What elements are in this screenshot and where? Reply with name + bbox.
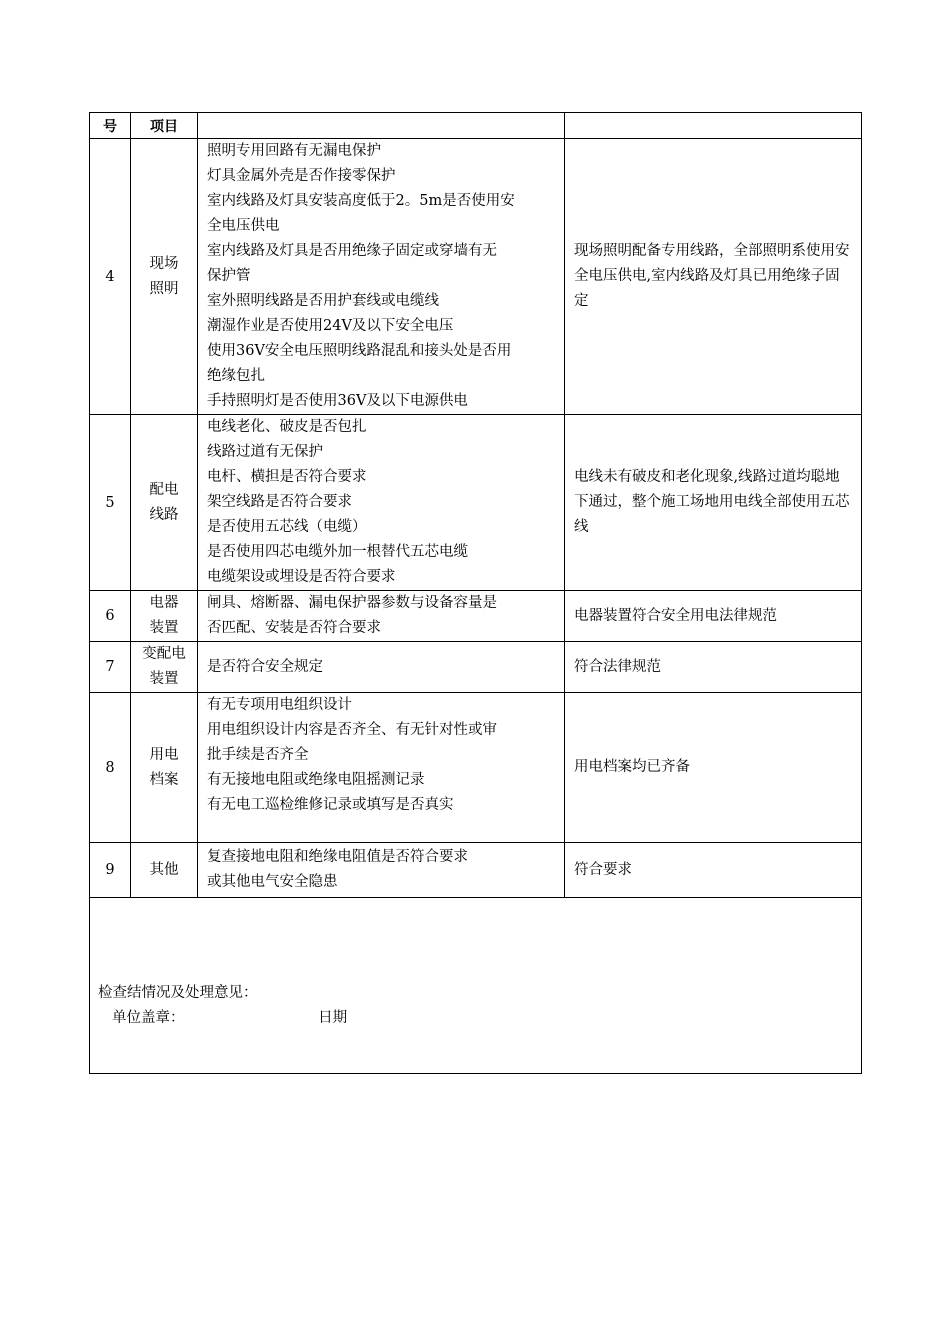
header-num: 号 bbox=[90, 113, 131, 139]
row-result: 现场照明配备专用线路，全部照明系使用安全电压供电,室内线路及灯具已用绝缘子固定 bbox=[565, 139, 862, 415]
row-result: 电器装置符合安全用电法律规范 bbox=[565, 591, 862, 642]
row-item-line: 现场 bbox=[149, 255, 179, 272]
row-num: 5 bbox=[90, 415, 131, 591]
row-item-line: 装置 bbox=[149, 671, 179, 687]
row-item-line: 装置 bbox=[149, 620, 179, 636]
row-num: 8 bbox=[90, 693, 131, 843]
footer-row bbox=[90, 898, 862, 1074]
check-line: 是否使用五芯线（电缆） bbox=[207, 519, 367, 535]
row-checks bbox=[198, 591, 565, 642]
row-item-line: 档案 bbox=[149, 771, 179, 788]
row-result: 符合法律规范 bbox=[565, 642, 862, 693]
check-line: 有无接地电阻或绝缘电阻摇测记录 bbox=[207, 772, 425, 788]
row-item bbox=[131, 693, 198, 843]
inspection-table bbox=[89, 112, 862, 1074]
check-line: 绝缘包扎 bbox=[207, 368, 265, 384]
check-line: 手持照明灯是否使用36V及以下电源供电 bbox=[207, 393, 468, 409]
row-item bbox=[131, 843, 198, 898]
row-checks bbox=[198, 415, 565, 591]
row-num: 9 bbox=[90, 843, 131, 898]
header-row bbox=[90, 113, 862, 139]
row-result: 符合要求 bbox=[565, 843, 862, 898]
row-num: 7 bbox=[90, 642, 131, 693]
table-row bbox=[90, 139, 862, 415]
row-item-line: 用电 bbox=[149, 746, 179, 763]
row-item-line: 配电 bbox=[149, 481, 179, 498]
opinion-label: 检查结情况及处理意见： bbox=[98, 984, 258, 1001]
row-item bbox=[131, 591, 198, 642]
row-item-line: 线路 bbox=[149, 506, 179, 523]
header-checks bbox=[198, 113, 565, 139]
row-item bbox=[131, 642, 198, 693]
check-line: 照明专用回路有无漏电保护 bbox=[207, 143, 381, 159]
check-line: 复查接地电阻和绝缘电阻值是否符合要求 bbox=[207, 849, 468, 865]
check-line: 灯具金属外壳是否作接零保护 bbox=[207, 168, 396, 184]
check-line: 有无专项用电组织设计 bbox=[207, 697, 352, 713]
row-item bbox=[131, 139, 198, 415]
check-line: 否匹配、安装是否符合要求 bbox=[207, 620, 381, 636]
check-line: 室外照明线路是否用护套线或电缆线 bbox=[207, 293, 439, 309]
inspection-opinion-cell bbox=[90, 898, 862, 1074]
row-item-line: 其他 bbox=[149, 861, 179, 878]
row-item bbox=[131, 415, 198, 591]
check-line: 电线老化、破皮是否包扎 bbox=[207, 419, 367, 435]
check-line: 是否符合安全规定 bbox=[207, 658, 323, 675]
date-label: 日期 bbox=[318, 1009, 348, 1026]
row-result: 用电档案均已齐备 bbox=[565, 693, 862, 843]
check-line: 电杆、横担是否符合要求 bbox=[207, 469, 367, 485]
row-checks bbox=[198, 139, 565, 415]
row-item-line: 照明 bbox=[149, 280, 179, 297]
table-row bbox=[90, 693, 862, 843]
row-item-line: 变配电 bbox=[142, 646, 186, 662]
row-num: 6 bbox=[90, 591, 131, 642]
row-result: 电线未有破皮和老化现象,线路过道均聪地下通过，整个施工场地用电线全部使用五芯线 bbox=[565, 415, 862, 591]
check-line: 用电组织设计内容是否齐全、有无针对性或审 bbox=[207, 722, 497, 738]
check-line: 闸具、熔断器、漏电保护器参数与设备容量是 bbox=[207, 595, 497, 611]
check-line: 或其他电气安全隐患 bbox=[207, 874, 338, 890]
check-line: 室内线路及灯具是否用绝缘子固定或穿墙有无 bbox=[207, 243, 497, 259]
row-num: 4 bbox=[90, 139, 131, 415]
seal-label: 单位盖章： bbox=[112, 1009, 185, 1026]
check-line: 电缆架设或埋设是否符合要求 bbox=[207, 569, 396, 585]
check-line: 室内线路及灯具安装高度低于2。5m是否使用安 bbox=[207, 193, 515, 209]
table-row bbox=[90, 415, 862, 591]
header-result bbox=[565, 113, 862, 139]
check-line: 使用36V安全电压照明线路混乱和接头处是否用 bbox=[207, 343, 512, 359]
check-line: 架空线路是否符合要求 bbox=[207, 494, 352, 510]
table-row bbox=[90, 591, 862, 642]
row-checks bbox=[198, 693, 565, 843]
check-line: 潮湿作业是否使用24V及以下安全电压 bbox=[207, 318, 454, 334]
table-row bbox=[90, 642, 862, 693]
header-item: 项目 bbox=[131, 113, 198, 139]
check-line: 批手续是否齐全 bbox=[207, 747, 309, 763]
row-item-line: 电器 bbox=[149, 595, 179, 611]
table-row bbox=[90, 843, 862, 898]
signature-row bbox=[98, 1006, 853, 1031]
check-line: 线路过道有无保护 bbox=[207, 444, 323, 460]
row-checks bbox=[198, 642, 565, 693]
row-checks bbox=[198, 843, 565, 898]
check-line: 是否使用四芯电缆外加一根替代五芯电缆 bbox=[207, 544, 468, 560]
check-line: 全电压供电 bbox=[207, 218, 280, 234]
check-line: 有无电工巡检维修记录或填写是否真实 bbox=[207, 797, 454, 813]
check-line: 保护管 bbox=[207, 268, 251, 284]
